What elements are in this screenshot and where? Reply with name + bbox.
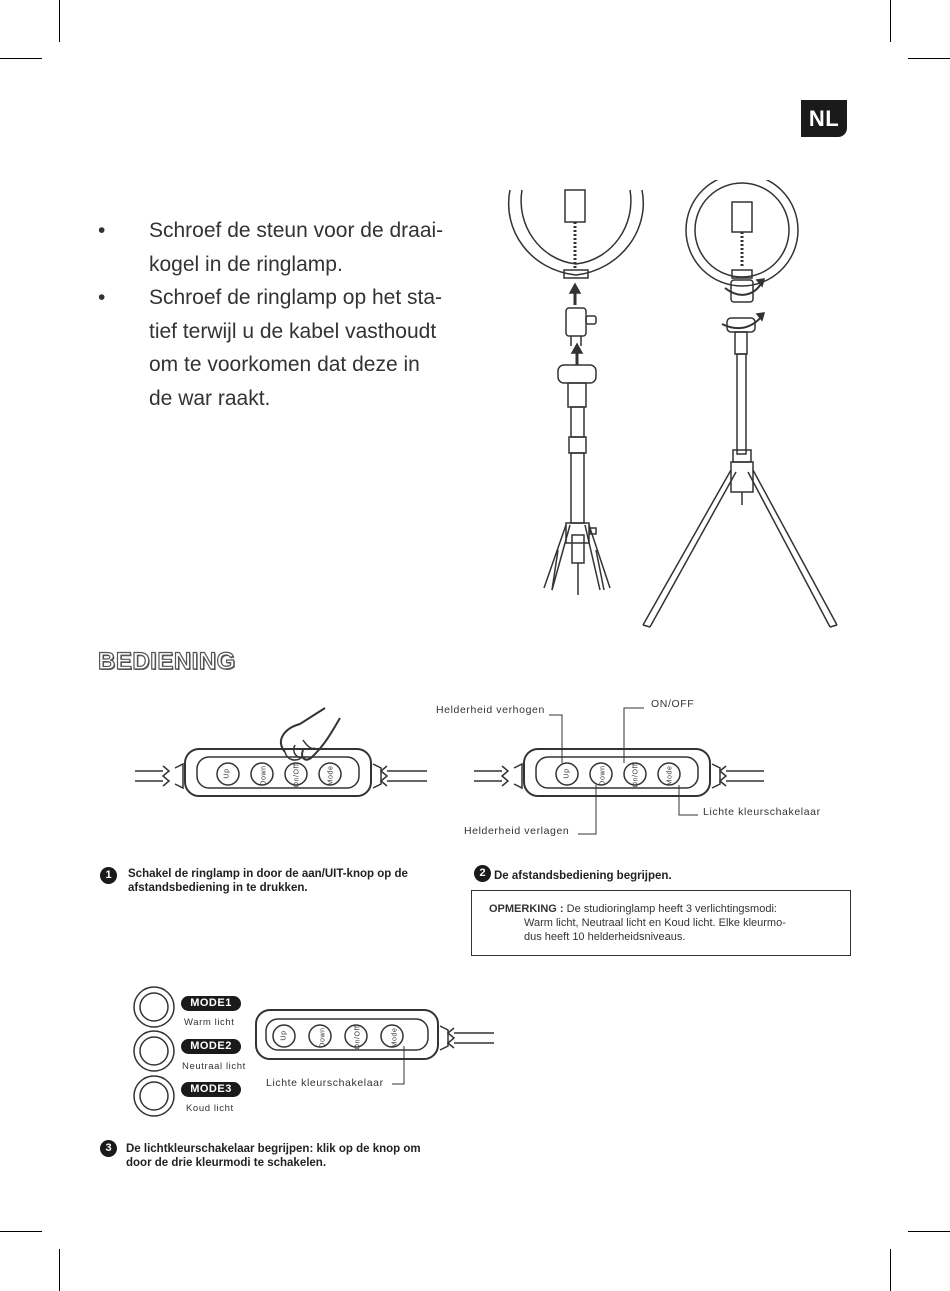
bullet-line: Schroef de ringlamp op het sta- bbox=[149, 286, 442, 309]
note-box bbox=[471, 890, 851, 956]
remote-button-mode[interactable]: Mode bbox=[327, 765, 335, 786]
section-title: BEDIENING bbox=[98, 648, 236, 675]
list-item bbox=[98, 214, 498, 281]
instruction-list bbox=[98, 214, 498, 415]
remote-button-down[interactable]: Down bbox=[599, 765, 607, 786]
remote-button-mode[interactable]: Mode bbox=[666, 765, 674, 786]
crop-mark bbox=[0, 1231, 42, 1232]
crop-mark bbox=[59, 1249, 60, 1291]
ring-lamp-assembly-illustration bbox=[500, 180, 850, 635]
step-1 bbox=[100, 867, 440, 895]
remote-control-pressing-illustration bbox=[135, 700, 435, 810]
step-text: De lichtkleurschakelaar begrijpen: klik op de knop om door de drie kleurmodi te schakelen. bbox=[126, 1143, 421, 1169]
mode-circles-illustration bbox=[132, 986, 182, 1118]
remote-button-mode[interactable]: Mode bbox=[391, 1027, 399, 1048]
mode-3-badge: MODE3 bbox=[181, 1082, 241, 1097]
note-line: De studioringlamp heeft 3 verlichtingsmodi: bbox=[566, 903, 777, 915]
step-number: 1 bbox=[100, 867, 117, 884]
label-onoff: ON/OFF bbox=[651, 698, 695, 710]
list-item bbox=[98, 281, 498, 415]
mode-3-caption: Koud licht bbox=[186, 1103, 234, 1114]
remote-button-onoff[interactable]: On/Off bbox=[632, 763, 640, 788]
mode-1-caption: Warm licht bbox=[184, 1017, 235, 1028]
step-number: 2 bbox=[474, 865, 491, 882]
mode-2-caption: Neutraal licht bbox=[182, 1061, 246, 1072]
remote-button-onoff[interactable]: On/Off bbox=[293, 763, 301, 788]
crop-mark bbox=[0, 58, 42, 59]
label-brightness-down: Helderheid verlagen bbox=[464, 825, 570, 837]
step-text: Schakel de ringlamp in door de aan/UIT-knop op de afstandsbediening in te drukken. bbox=[128, 868, 408, 894]
remote-button-onoff[interactable]: On/Off bbox=[354, 1025, 362, 1050]
bullet-line: kogel in de ringlamp. bbox=[149, 252, 343, 276]
language-badge: NL bbox=[801, 100, 847, 137]
step-number: 3 bbox=[100, 1140, 117, 1157]
crop-mark bbox=[908, 58, 950, 59]
note-line: Warm licht, Neutraal licht en Koud licht. Elke kleurmo- bbox=[524, 917, 786, 929]
bullet-symbol: • bbox=[98, 219, 106, 242]
bullet-line: tief terwijl u de kabel vasthoudt bbox=[149, 319, 437, 343]
remote-button-down[interactable]: Down bbox=[260, 765, 268, 786]
bullet-line: de war raakt. bbox=[149, 386, 271, 410]
mode-2-badge: MODE2 bbox=[181, 1039, 241, 1054]
mode-1-badge: MODE1 bbox=[181, 996, 241, 1011]
crop-mark bbox=[59, 0, 60, 42]
bullet-line: om te voorkomen dat deze in bbox=[149, 353, 420, 376]
note-title: OPMERKING : bbox=[489, 903, 564, 915]
remote-control-labeled-illustration bbox=[474, 700, 834, 840]
label-brightness-up: Helderheid verhogen bbox=[436, 704, 545, 716]
remote-button-up[interactable]: Up bbox=[563, 768, 571, 779]
crop-mark bbox=[890, 0, 891, 42]
step-text: De afstandsbediening begrijpen. bbox=[494, 870, 672, 882]
crop-mark bbox=[908, 1231, 950, 1232]
crop-mark bbox=[890, 1249, 891, 1291]
label-color-switch: Lichte kleurschakelaar bbox=[703, 806, 821, 818]
remote-button-down[interactable]: Down bbox=[319, 1027, 327, 1048]
remote-button-up[interactable]: Up bbox=[280, 1030, 288, 1041]
label-color-switch: Lichte kleurschakelaar bbox=[266, 1077, 384, 1089]
step-3 bbox=[100, 1140, 440, 1170]
note-line: dus heeft 10 helderheidsniveaus. bbox=[524, 931, 686, 943]
step-2 bbox=[474, 865, 834, 883]
bullet-line: Schroef de steun voor de draai- bbox=[149, 219, 444, 242]
remote-button-up[interactable]: Up bbox=[223, 768, 231, 779]
bullet-symbol: • bbox=[98, 286, 106, 309]
